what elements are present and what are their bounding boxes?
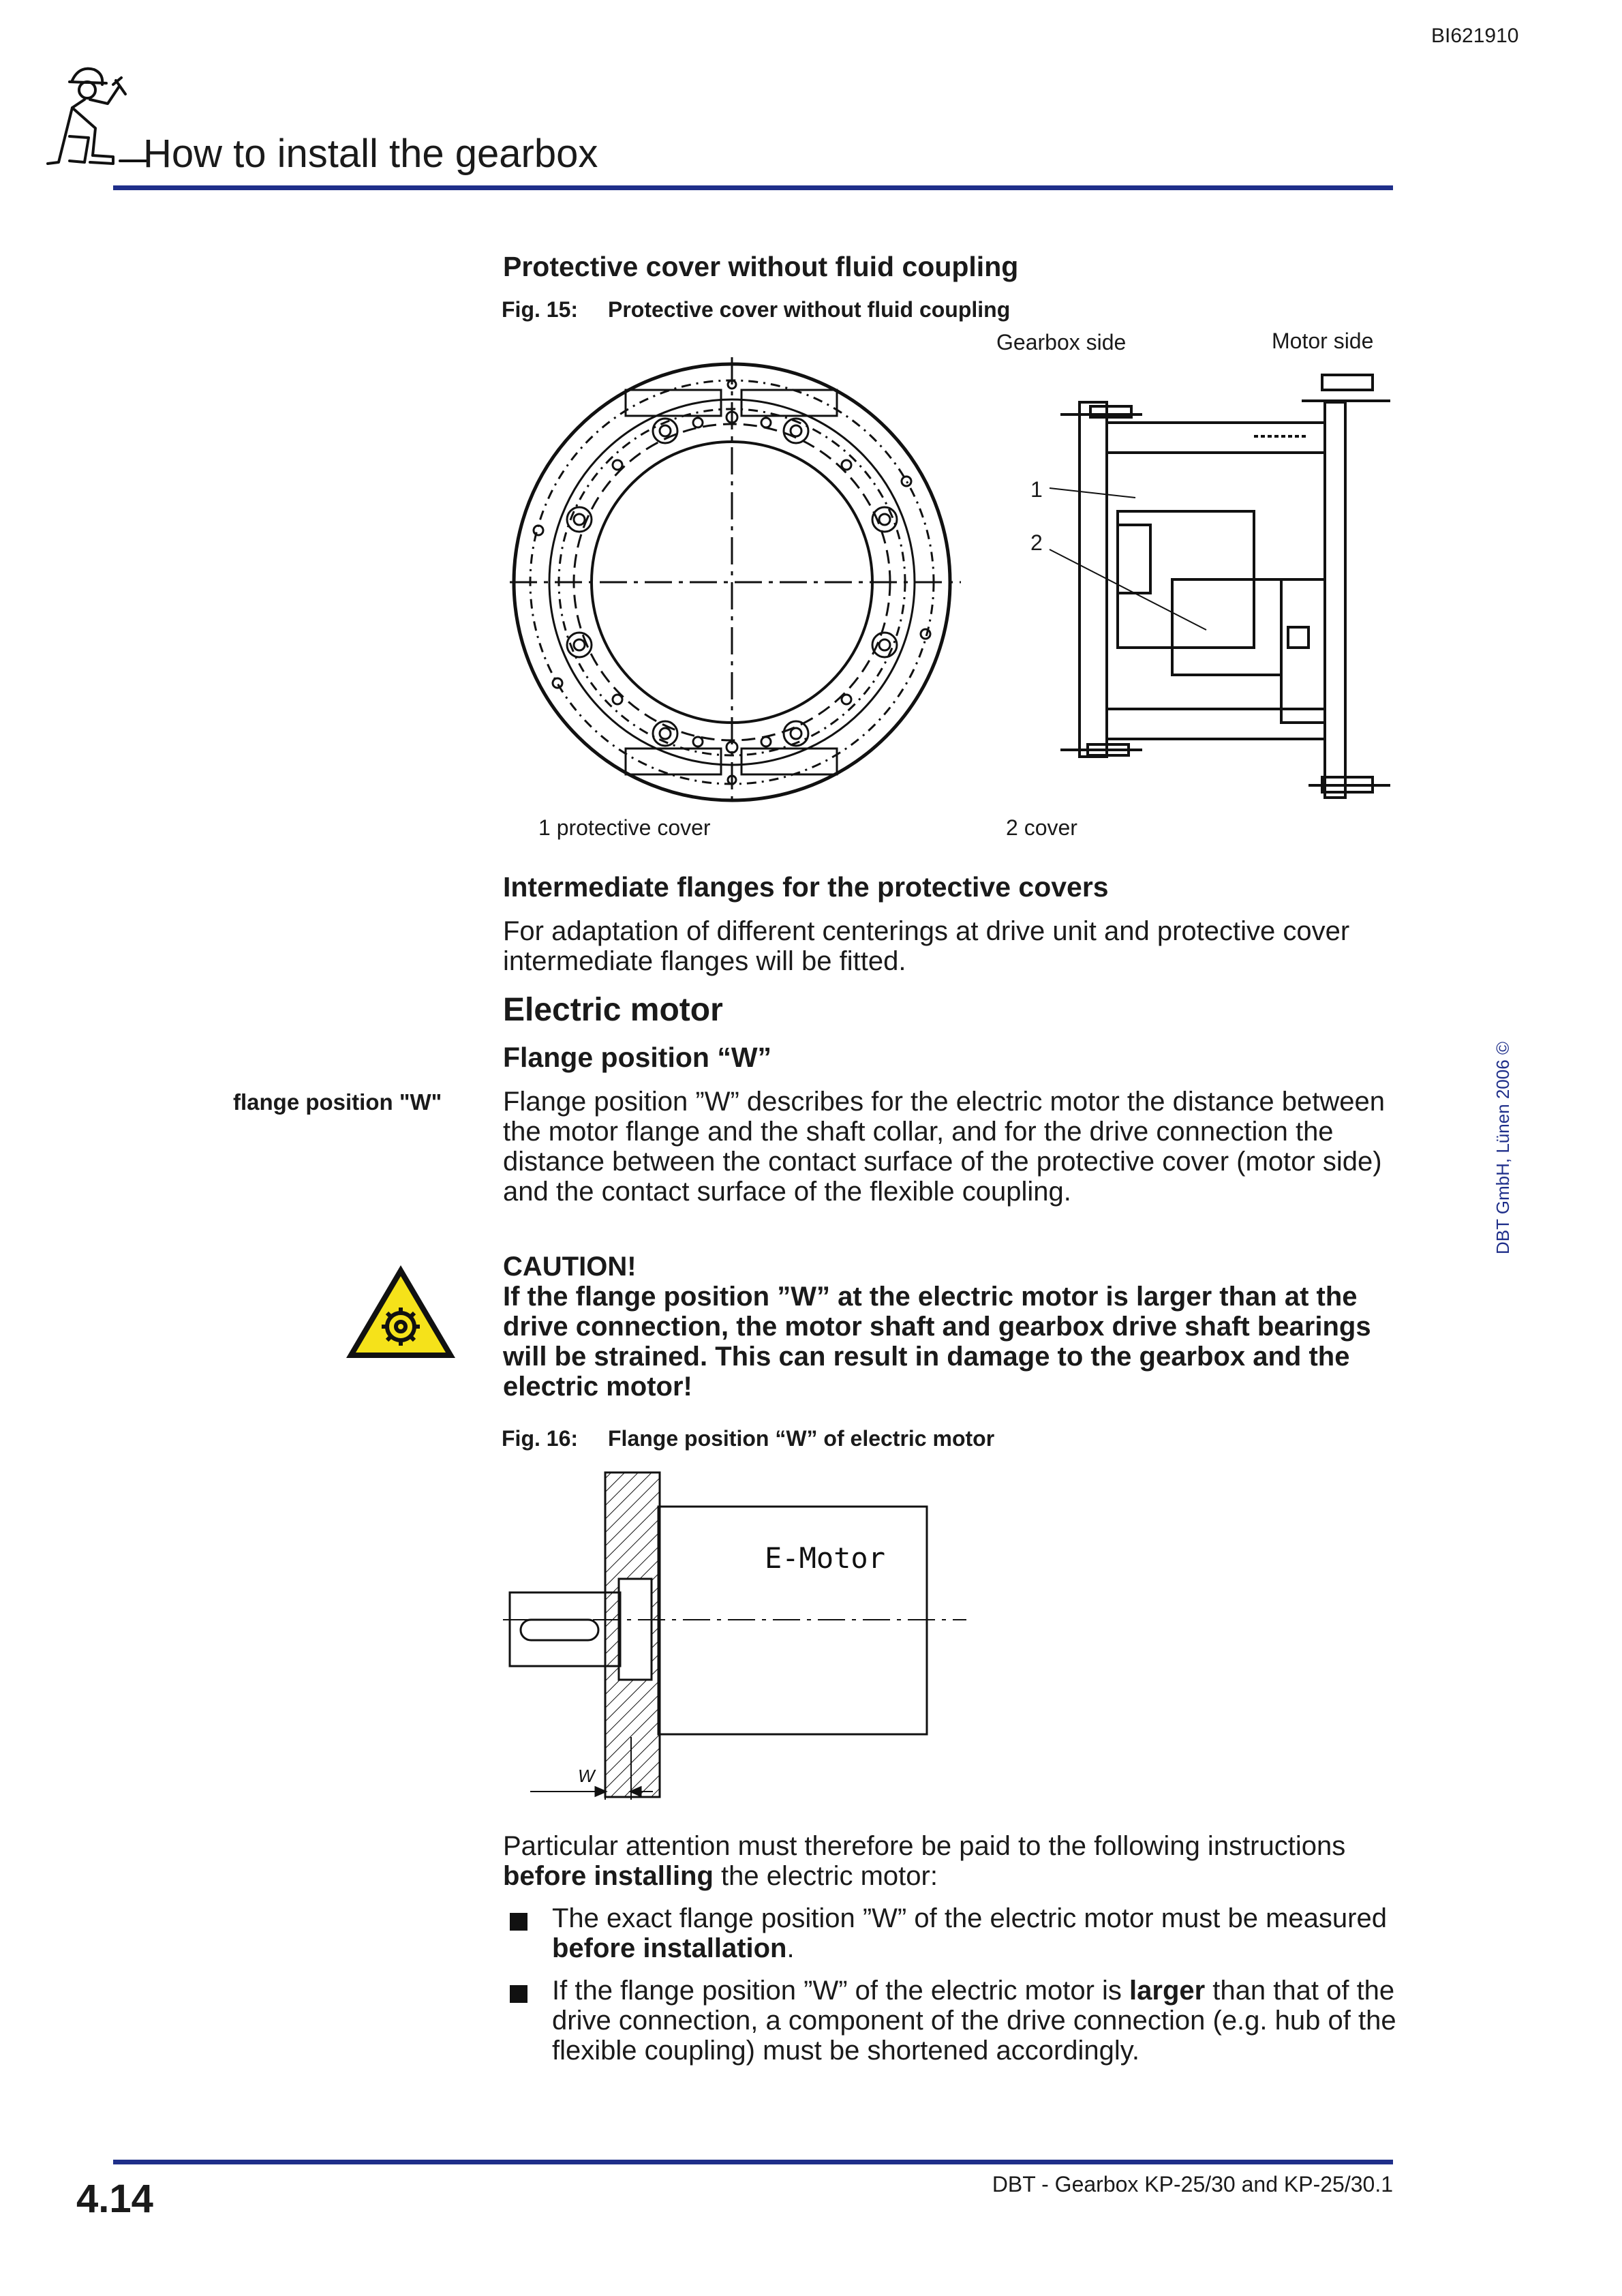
section-title-protective-cover: Protective cover without fluid coupling <box>503 251 1019 282</box>
intro-text: Particular attention must therefore be paid to the following instructions <box>503 1831 1346 1861</box>
figure-number: Fig. 16: <box>502 1426 579 1451</box>
label-motor-side: Motor side <box>1272 329 1374 353</box>
e-motor-label: E-Motor <box>765 1541 886 1575</box>
figure-title: Protective cover without fluid coupling <box>608 297 1011 322</box>
bullet-emphasis: larger <box>1129 1976 1206 2006</box>
callout-2: 2 <box>1030 530 1043 555</box>
protective-cover-front-view-drawing <box>503 354 966 804</box>
bullet-text-end: . <box>786 1933 795 1963</box>
figure-caption-15 <box>502 297 1010 322</box>
page-number: 4.14 <box>76 2177 153 2221</box>
electric-motor-drawing <box>503 1459 980 1813</box>
paragraph-particular-attention <box>503 1831 1403 1891</box>
footer-rule <box>113 2160 1393 2164</box>
figure-caption-16 <box>502 1426 994 1451</box>
list-item <box>503 1903 1403 1963</box>
bullet-square-icon <box>510 1985 527 2003</box>
installer-worker-icon <box>45 60 147 169</box>
subsection-title-flange-position: Flange position “W” <box>503 1042 772 1073</box>
intro-text-end: the electric motor: <box>713 1861 938 1891</box>
document-id: BI621910 <box>1431 25 1519 47</box>
protective-cover-side-view-drawing <box>1022 354 1404 811</box>
copyright-vertical <box>1493 1036 1520 1254</box>
callout-1: 1 <box>1030 477 1043 502</box>
paragraph-flange-position: Flange position ”W” describes for the electric motor the distance between the motor flange and the shaft collar, and for the drive connection the distance between the contact surface of the protective cover (motor side) and the contact surface of the flexible coupling. <box>503 1087 1385 1207</box>
w-dimension-label: W <box>578 1766 595 1786</box>
bullet-text: The exact flange position ”W” of the electric motor must be measured <box>552 1903 1387 1933</box>
section-title-electric-motor: Electric motor <box>503 992 723 1028</box>
warning-triangle-icon <box>342 1261 459 1362</box>
list-item <box>503 1976 1403 2066</box>
caution-text: If the flange position ”W” at the electric motor is larger than at the drive connection, the motor shaft and gearbox drive shaft bearings will be strained. This can result in damage to the gearbox and the electric motor! <box>503 1282 1371 1402</box>
bullet-text: If the flange position ”W” of the electric motor is <box>552 1976 1130 2006</box>
intro-emphasis: before installing <box>503 1861 714 1891</box>
legend-protective-cover: 1 protective cover <box>538 815 711 840</box>
figure-number: Fig. 15: <box>502 297 579 322</box>
caution-heading: CAUTION! <box>503 1252 637 1282</box>
bullet-emphasis: before installation <box>552 1933 787 1963</box>
bullet-text-end: than that of the drive connection, a component of the drive connection (e.g. hub of the flexible coupling) must be shortened accordingly. <box>552 1976 1396 2066</box>
legend-cover: 2 cover <box>1006 815 1077 840</box>
copyright-text: DBT GmbH, Lünen 2006 © <box>1493 1041 1513 1254</box>
paragraph-intermediate-flanges: For adaptation of different centerings at drive unit and protective cover intermediate flanges will be fitted. <box>503 916 1350 976</box>
label-gearbox-side: Gearbox side <box>996 330 1127 354</box>
footer-title: DBT - Gearbox KP-25/30 and KP-25/30.1 <box>992 2172 1393 2196</box>
margin-note-flange-position: flange position "W" <box>233 1089 442 1115</box>
bullet-square-icon <box>510 1913 527 1931</box>
header-rule <box>113 185 1393 190</box>
section-title-intermediate-flanges: Intermediate flanges for the protective covers <box>503 871 1109 903</box>
figure-title: Flange position “W” of electric motor <box>608 1426 995 1451</box>
page-title: How to install the gearbox <box>143 132 598 176</box>
